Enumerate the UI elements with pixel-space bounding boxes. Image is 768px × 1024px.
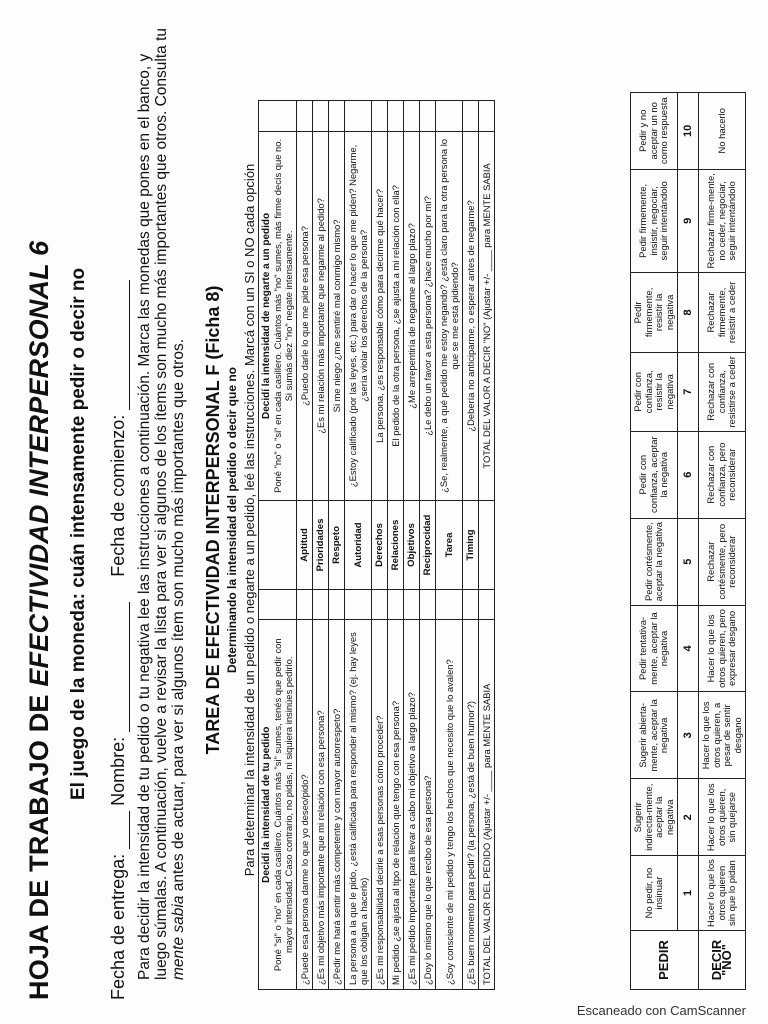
scale-number: 9 — [678, 169, 699, 272]
scale-number: 2 — [678, 779, 699, 856]
pedir-question: ¿Soy consciente de mi pedido y tengo los hechos que necesito que lo avalen? — [436, 620, 463, 990]
nombre-field[interactable] — [108, 602, 130, 732]
pedir-answer-box[interactable] — [297, 589, 313, 620]
pedir-answer-box[interactable] — [436, 589, 463, 620]
form-fields — [108, 40, 130, 1000]
pedir-level: Pedir y no aceptar un no como respuesta — [631, 93, 678, 170]
left-header-cell — [259, 620, 297, 990]
decir-no-question: El pedido de la otra persona, ¿se ajusta a mi relación con ella? — [388, 131, 404, 500]
fecha-comienzo-field[interactable] — [108, 280, 130, 410]
decir-no-level: Hacer lo que los otros quieren, a pesar de sentir desgano — [699, 692, 746, 779]
pedir-level: Pedir cortésmente, aceptar la negativa — [631, 518, 678, 605]
table-row — [372, 101, 388, 990]
decir-no-question: ¿Puedo darle lo que me pide esa persona? — [297, 131, 313, 500]
decir-no-question: ¿Es mi relación más importante que negarme al pedido? — [313, 131, 329, 500]
table-row — [329, 101, 345, 990]
total-pedido-label: TOTAL DEL VALOR DEL PEDIDO (Ajustar +/- ____ para MENTE SABIA — [479, 620, 495, 990]
pedir-answer-box[interactable] — [388, 589, 404, 620]
pedir-answer-box[interactable] — [463, 589, 479, 620]
category-label: Timing — [463, 501, 479, 590]
pedir-answer-box[interactable] — [420, 589, 436, 620]
decir-no-answer-box[interactable] — [436, 101, 463, 132]
pedir-level: Pedir firmemente, insistir, negociar, seguir intentándolo — [631, 169, 678, 272]
pedir-question: Mi pedido ¿se ajusta al tipo de relación que tengo con esa persona? — [388, 620, 404, 990]
left-header-title: Decidí la intensidad de tu pedido — [261, 726, 272, 883]
fecha-entrega-field[interactable] — [108, 811, 130, 849]
scale-number: 4 — [678, 605, 699, 692]
decir-no-question: ¿Le debo un favor a esta persona? ¿hace mucho por mí? — [420, 131, 436, 500]
decir-no-question: ¿Debería no anticiparme, o esperar antes de negarme? — [463, 131, 479, 500]
decir-no-question: La persona, ¿es responsable cómo para decirme qué hacer? — [372, 131, 388, 500]
category-label: Derechos — [372, 501, 388, 590]
category-label: Objetivos — [404, 501, 420, 590]
total-decir-no-box[interactable] — [479, 101, 495, 132]
category-label: Relaciones — [388, 501, 404, 590]
pedir-scale-row — [631, 93, 678, 990]
pedir-level: Pedir con confianza, aceptar la negativa — [631, 431, 678, 518]
category-label: Tarea — [436, 501, 463, 590]
decir-no-question: ¿Se, realmente, a qué pedido me estoy negando? ¿está claro para la otra persona lo que se me está pidiendo? — [436, 131, 463, 500]
page-title — [24, 40, 55, 1000]
decir-no-level: Hacer lo que los otros quieren, sin quejarse — [699, 779, 746, 856]
decir-no-row-label: DECIR "NO" — [699, 931, 746, 990]
pedir-level: Sugerir abierta-mente, aceptar la negativa — [631, 692, 678, 779]
table-row — [404, 101, 420, 990]
tarea-title: TAREA DE EFECTIVIDAD INTERPERSONAL F (Ficha 8) — [203, 285, 223, 755]
category-label: Aptitud — [297, 501, 313, 590]
left-check-header — [259, 589, 297, 620]
decir-no-level: Rechazar cortésmente, pero reconsiderar — [699, 518, 746, 605]
decir-no-level: Rechazar con confianza, resistirse a ceder — [699, 352, 746, 431]
title-italic: EFECTIVIDAD INTERPERSONAL 6 — [24, 240, 54, 687]
pedir-question: ¿Es mi objetivo más importante que mi relación con esa persona? — [313, 620, 329, 990]
scale-number: 7 — [678, 352, 699, 431]
total-row — [479, 101, 495, 990]
left-header-text: Poné "si" o "no" en cada casillero. Cuántos más "si" sumes, tenés que pedir con mayor intensidad. Caso contrario, no pidas, ni siquiera insinúes pedirlo. — [272, 638, 294, 972]
right-header-title: Decidí la intensidad de negarte a un pedido — [261, 212, 272, 419]
pedir-answer-box[interactable] — [345, 589, 372, 620]
table-row — [420, 101, 436, 990]
pedir-level: Pedir firmemente, resistir la negativa — [631, 273, 678, 353]
decir-no-answer-box[interactable] — [404, 101, 420, 132]
category-label: Reciprocidad — [420, 501, 436, 590]
tarea-subtitle: Determinando la intensidad del pedido o decir que no — [225, 366, 239, 674]
fecha-comienzo-label: Fecha de comienzo: — [108, 414, 128, 577]
right-header-text: Poné "no" o "si" en cada casillero. Cuántos más "no" sumes, más firme decís que no. Si sumás diez "no" negate intensamente. — [272, 138, 294, 493]
pedir-question: ¿Es mi pedido importante para llevar a cabo mi objetivo a largo plazo? — [404, 620, 420, 990]
decir-no-question: ¿Me arrepentiría de negarme al largo plazo? — [404, 131, 420, 500]
total-decir-no-label: TOTAL DEL VALOR A DECIR "NO" (Ajustar +/- ____ para MENTE SABIA — [479, 131, 495, 500]
table-row — [436, 101, 463, 990]
category-label: Autoridad — [345, 501, 372, 590]
scanner-watermark: Escaneado con CamScanner — [576, 1003, 746, 1018]
scale-number: 8 — [678, 273, 699, 353]
total-pedido-box[interactable] — [479, 589, 495, 620]
pedir-level: No pedir, no insinuar — [631, 856, 678, 931]
decir-no-answer-box[interactable] — [345, 101, 372, 132]
category-label: Respeto — [329, 501, 345, 590]
decir-no-level: Hacer lo que los otros quieren sin que lo pidan — [699, 856, 746, 931]
table-row — [463, 101, 479, 990]
decir-no-level: Rechazar con confianza, pero reconsiderar — [699, 431, 746, 518]
pedir-question: La persona a la que le pido, ¿está calificada para responder al mismo? (ej. hay leyes que los obligan a hacerlo) — [345, 620, 372, 990]
decir-no-question: ¿Estoy calificado (por las leyes, etc.) para dar o hacer lo que me piden? Negarme, ¿sería violar los derechos de la persona? — [345, 131, 372, 500]
fecha-entrega-label: Fecha de entrega: — [108, 853, 128, 1000]
right-header-cell — [259, 131, 297, 500]
pedir-row-label: PEDIR — [631, 931, 699, 990]
worksheet-subtitle: El juego de la moneda: cuán intensamente pedir o decir no — [68, 267, 89, 800]
pedir-question: ¿Es mi responsabilidad decirle a esas personas cómo proceder? — [372, 620, 388, 990]
decir-no-answer-box[interactable] — [388, 101, 404, 132]
pedir-question: ¿Puede esa persona darme lo que yo deseo/pido? — [297, 620, 313, 990]
instructions-paragraph — [136, 20, 187, 980]
decir-no-answer-box[interactable] — [313, 101, 329, 132]
decir-no-level: Rechazar firmemente, resistir a ceder — [699, 273, 746, 353]
category-label: Prioridades — [313, 501, 329, 590]
pedir-question: ¿Pedir me hará sentir más competente y con mayor autorrespeto? — [329, 620, 345, 990]
pedir-answer-box[interactable] — [329, 589, 345, 620]
table-row — [388, 101, 404, 990]
instructions-text-1: Para decidir la intensidad de tu pedido o tu negativa lee las instrucciones a continuación. Marca las monedas que pones en el banco, y luego súmalas. A continuación, vuelve a revisar la lista para ver si algunos de los ítems son mucho más importantes que otros. Consulta tu — [136, 27, 170, 980]
table-row — [297, 101, 313, 990]
decir-no-level: Hacer lo que los otros quieren, pero expresar desgano — [699, 605, 746, 692]
rotated-worksheet — [18, 0, 758, 1000]
decir-no-level: No hacerlo — [699, 93, 746, 170]
table-row — [313, 101, 329, 990]
instructions-text-2: antes de actuar, para ver si algunos ítem son mucho más importantes que otros. — [170, 338, 187, 896]
pedir-level: Pedir con confianza, resistir la negativa — [631, 352, 678, 431]
tarea-instruction: Para determinar la intensidad de un pedido o negarte a un pedido, leé las instrucciones. Marcá con un SI o NO cada opción — [242, 163, 257, 877]
pedir-answer-box[interactable] — [404, 589, 420, 620]
decir-no-scale-row — [699, 93, 746, 990]
decir-no-answer-box[interactable] — [420, 101, 436, 132]
pedir-answer-box[interactable] — [372, 589, 388, 620]
intensity-scale-table — [630, 92, 746, 990]
title-prefix: HOJA DE TRABAJO DE — [24, 686, 54, 1000]
decir-no-answer-box[interactable] — [297, 101, 313, 132]
decir-no-level: Rechazar firme-mente, no ceder, negociar, seguir intentándolo — [699, 169, 746, 272]
decir-no-answer-box[interactable] — [463, 101, 479, 132]
scale-number: 10 — [678, 93, 699, 170]
instructions-italic: mente sabia — [170, 895, 187, 980]
scale-number: 5 — [678, 518, 699, 605]
pedir-question: ¿Es buen momento para pedir? (la persona, ¿está de buen humor?) — [463, 620, 479, 990]
pedir-level: Sugerir indirecta-mente, aceptar la negativa — [631, 779, 678, 856]
total-category-blank — [479, 501, 495, 590]
decir-no-answer-box[interactable] — [329, 101, 345, 132]
scale-number: 1 — [678, 856, 699, 931]
decir-no-question: Si me niego ¿me sentiré mal conmigo mismo? — [329, 131, 345, 500]
pedir-level: Pedir tentativa-mente, aceptar la negativa — [631, 605, 678, 692]
table-row — [345, 101, 372, 990]
pedir-answer-box[interactable] — [313, 589, 329, 620]
intensity-table — [258, 100, 495, 990]
pedir-question: ¿Doy lo mismo que lo que recibo de esa persona? — [420, 620, 436, 990]
decir-no-answer-box[interactable] — [372, 101, 388, 132]
scale-number: 6 — [678, 431, 699, 518]
intensity-table-body — [297, 101, 495, 990]
scale-number: 3 — [678, 692, 699, 779]
category-header — [259, 501, 297, 590]
right-check-header — [259, 101, 297, 132]
scale-numbers-row — [678, 93, 699, 990]
table-header-row — [259, 101, 297, 990]
nombre-label: Nombre: — [108, 736, 128, 806]
